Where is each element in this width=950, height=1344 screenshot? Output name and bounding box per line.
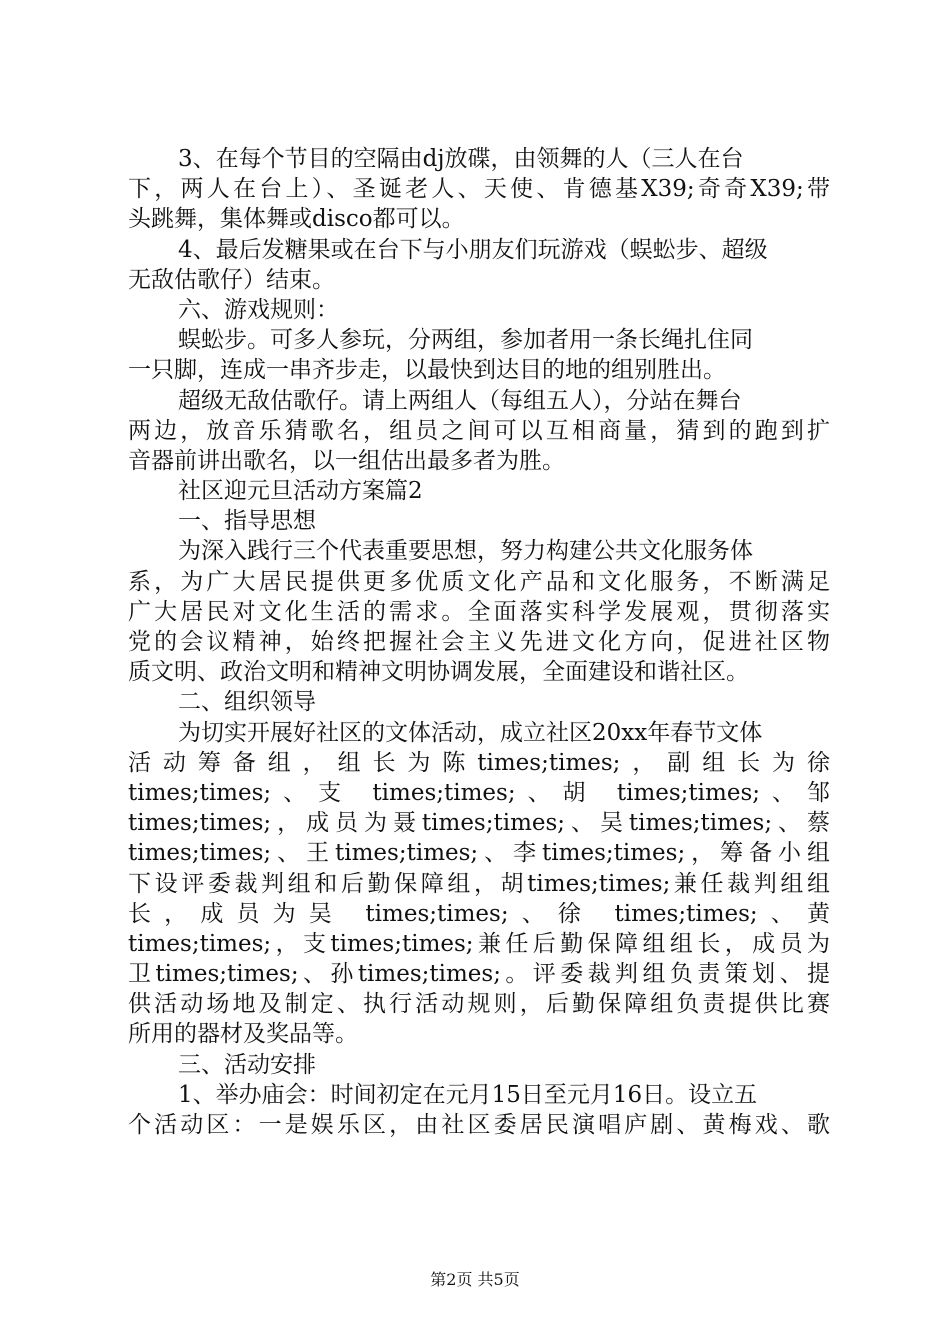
article-title: 社区迎元旦活动方案篇2 <box>178 478 423 505</box>
text-line: 1、举办庙会：时间初定在元月15日至元月16日。设立五 <box>178 1081 758 1108</box>
text-line: times;times;、支 times;times;、胡 times;times;、邹 <box>128 779 830 806</box>
text-line: 音器前讲出歌名，以一组估出最多者为胜。 <box>128 447 565 474</box>
text-line: 3、在每个节目的空隔由dj放碟，由领舞的人（三人在台 <box>178 146 744 172</box>
text-line: times;times;、王times;times;、李times;times;，筹备小组 <box>128 840 830 867</box>
page-number: 第2页 共5页 <box>430 1270 520 1289</box>
text-line: 系，为广大居民提供更多优质文化产品和文化服务，不断满足 <box>128 568 830 595</box>
text-line: 超级无敌估歌仔。请上两组人（每组五人），分站在舞台 <box>178 387 742 414</box>
section-heading: 二、组织领导 <box>178 689 316 716</box>
text-line: 为切实开展好社区的文体活动，成立社区20xx年春节文体 <box>178 719 763 746</box>
section-heading: 三、活动安排 <box>178 1051 316 1078</box>
text-line: 个活动区：一是娱乐区，由社区委居民演唱庐剧、黄梅戏、歌 <box>128 1112 830 1138</box>
text-line: 质文明、政治文明和精神文明协调发展，全面建设和谐社区。 <box>128 659 749 686</box>
text-line: 供活动场地及制定、执行活动规则，后勤保障组负责提供比赛 <box>128 991 830 1018</box>
text-line: 党的会议精神，始终把握社会主义先进文化方向，促进社区物 <box>128 629 830 655</box>
document-body <box>128 144 830 1140</box>
text-line: 下设评委裁判组和后勤保障组，胡times;times;兼任裁判组组 <box>128 870 830 897</box>
text-line: 无敌估歌仔）结束。 <box>128 266 335 293</box>
text-line: 广大居民对文化生活的需求。全面落实科学发展观，贯彻落实 <box>128 598 830 625</box>
text-line: 活动筹备组，组长为陈times;times;，副组长为徐 <box>128 749 830 776</box>
section-heading: 一、指导思想 <box>178 508 316 535</box>
text-line: 一只脚，连成一串齐步走，以最快到达目的地的组别胜出。 <box>128 357 726 384</box>
section-heading: 六、游戏规则： <box>178 296 339 323</box>
text-line: 4、最后发糖果或在台下与小朋友们玩游戏（蜈蚣步、超级 <box>178 236 768 263</box>
text-line: 头跳舞，集体舞或disco都可以。 <box>128 206 465 233</box>
text-line: 蜈蚣步。可多人参玩，分两组，参加者用一条长绳扎住同 <box>178 327 753 354</box>
text-line: 下，两人在台上）、圣诞老人、天使、肯德基X39;奇奇X39;带 <box>128 176 830 203</box>
text-line: times;times;，支times;times;兼任后勤保障组组长，成员为 <box>128 930 830 957</box>
text-line: 两边，放音乐猜歌名，组员之间可以互相商量，猜到的跑到扩 <box>128 417 830 444</box>
text-line: 卫times;times;、孙times;times;。评委裁判组负责策划、提 <box>128 961 830 988</box>
text-line: 所用的器材及奖品等。 <box>128 1021 358 1048</box>
text-line: 为深入践行三个代表重要思想，努力构建公共文化服务体 <box>178 538 753 565</box>
text-line: times;times;，成员为聂times;times;、吴times;times;、蔡 <box>128 810 830 837</box>
text-line: 长，成员为吴 times;times;、徐 times;times;、黄 <box>128 900 830 927</box>
